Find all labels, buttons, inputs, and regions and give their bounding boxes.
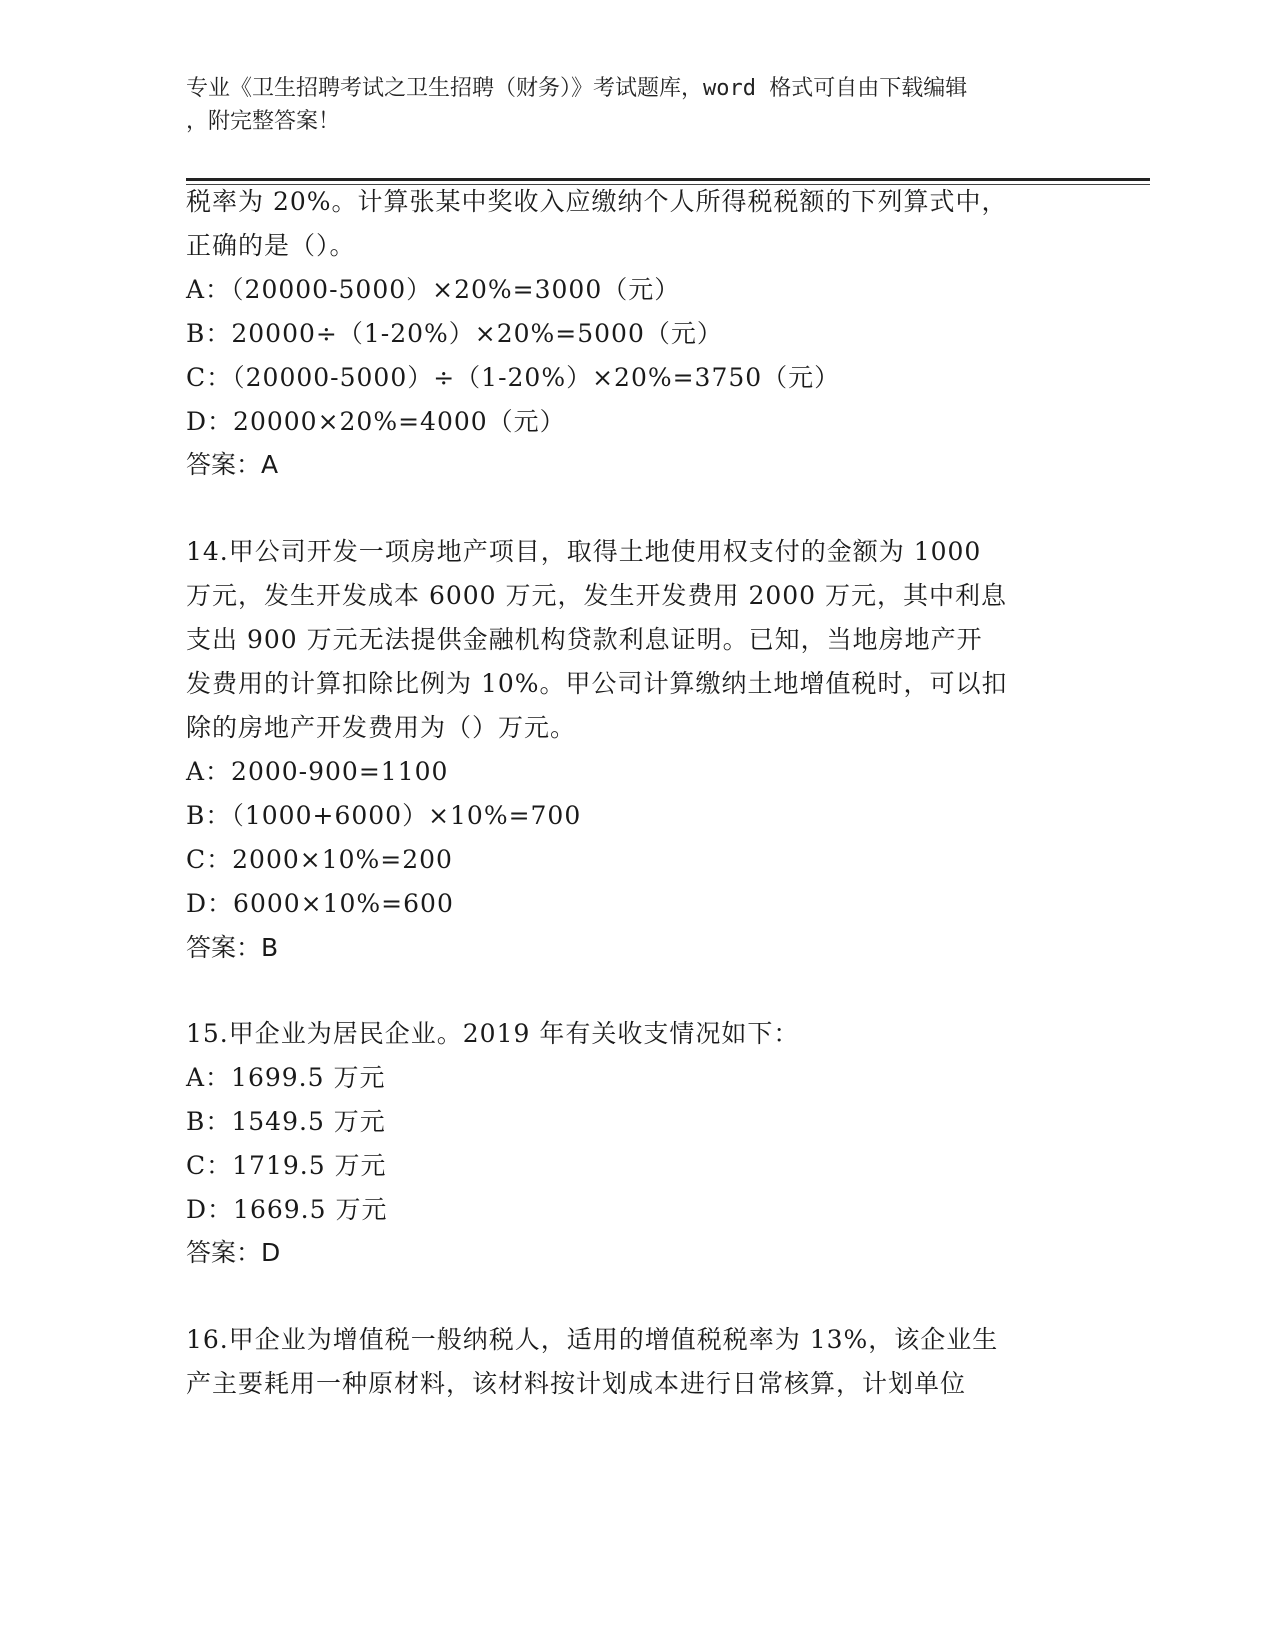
q14-stem-line: 发费用的计算扣除比例为 10%。甲公司计算缴纳土地增值税时，可以扣: [186, 669, 1008, 698]
q14-stem-line: 14.甲公司开发一项房地产项目，取得土地使用权支付的金额为 1000: [186, 537, 982, 566]
q16-stem-line: 产主要耗用一种原材料，该材料按计划成本进行日常核算，计划单位: [186, 1369, 967, 1398]
q14-option-d: D：6000×10%=600: [186, 889, 454, 918]
q15-answer: 答案：D: [186, 1238, 281, 1267]
header-title-line-continued: ，附完整答案！: [186, 109, 341, 134]
q14-option-c: C：2000×10%=200: [186, 845, 453, 874]
q14-stem-line: 除的房地产开发费用为（）万元。: [186, 713, 577, 742]
q15-option-c: C：1719.5 万元: [186, 1151, 387, 1180]
q13-option-c: C：（20000-5000）÷（1-20%）×20%=3750（元）: [186, 363, 841, 392]
q13-stem-line: 正确的是（）。: [186, 231, 356, 260]
q15-option-a: A：1699.5 万元: [186, 1063, 386, 1092]
q15-option-b: B：1549.5 万元: [186, 1107, 386, 1136]
document-header: [186, 72, 1066, 138]
q14-option-a: A：2000-900=1100: [186, 757, 449, 786]
q16-stem-line: 16.甲企业为增值税一般纳税人，适用的增值税税率为 13%，该企业生: [186, 1325, 999, 1354]
q15-option-d: D：1669.5 万元: [186, 1195, 388, 1224]
q13-answer: 答案：A: [186, 450, 279, 479]
q13-option-a: A：（20000-5000）×20%=3000（元）: [186, 275, 681, 304]
q14-option-b: B：（1000+6000）×10%=700: [186, 801, 582, 830]
q15-stem-line: 15.甲企业为居民企业。2019 年有关收支情况如下：: [186, 1019, 800, 1048]
q14-answer: 答案：B: [186, 933, 279, 962]
q13-option-d: D：20000×20%=4000（元）: [186, 407, 566, 436]
header-divider-thick: [186, 178, 1150, 181]
q14-stem-line: 万元，发生开发成本 6000 万元，发生开发费用 2000 万元，其中利息: [186, 581, 1008, 610]
q13-stem-line: 税率为 20%。计算张某中奖收入应缴纳个人所得税税额的下列算式中，: [186, 187, 1008, 216]
header-title-line: 专业《卫生招聘考试之卫生招聘（财务）》考试题库，word 格式可自由下载编辑: [186, 76, 968, 101]
q14-stem-line: 支出 900 万元无法提供金融机构贷款利息证明。已知，当地房地产开: [186, 625, 983, 654]
q13-option-b: B：20000÷（1-20%）×20%=5000（元）: [186, 319, 723, 348]
